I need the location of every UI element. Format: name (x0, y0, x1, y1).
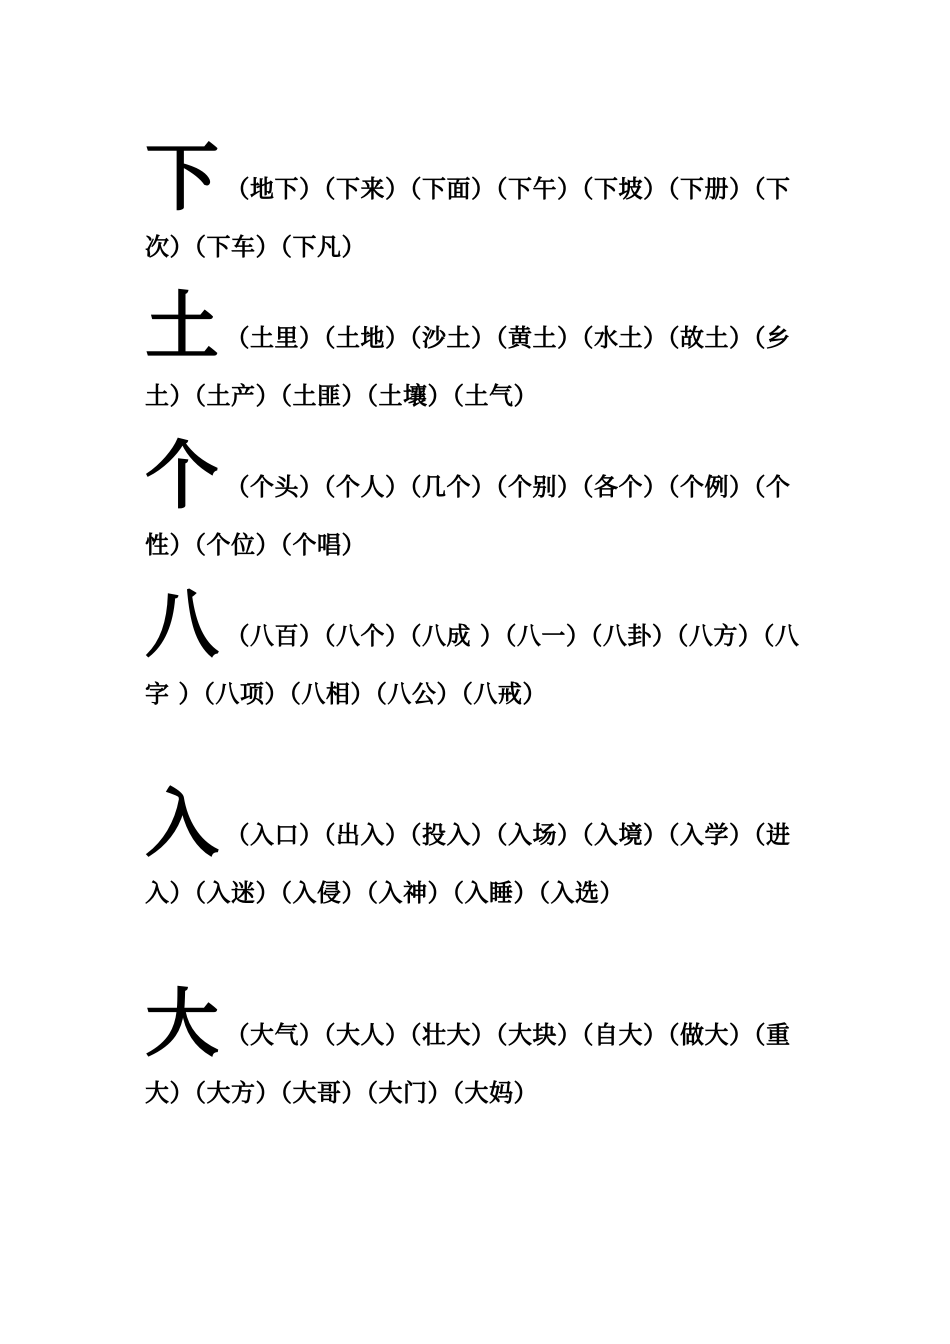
word-list: （入口）（出入）（投入）（入场）（入境）（入学）（进入）（入迷）（入侵）（入神）（入睡）（入选） (145, 821, 791, 907)
character-entry (145, 433, 810, 574)
entry-line (145, 135, 810, 276)
entry-line (145, 433, 810, 574)
headword: 个 (145, 433, 220, 519)
entry-line (145, 981, 810, 1122)
character-entry (145, 981, 810, 1122)
character-entry (145, 781, 810, 922)
character-entry (145, 582, 810, 723)
word-list: （地下）（下来）（下面）（下午）（下坡）（下册）（下次）（下车）（下凡） (145, 175, 791, 261)
headword: 土 (145, 284, 220, 370)
headword: 八 (145, 582, 220, 668)
word-list: （个头）（个人）（几个）（个别）（各个）（个例）（个性）（个位）（个唱） (145, 473, 791, 559)
word-list: （八百）（八个）（八成 ）（八一）（八卦）（八方）（八字 ）（八项）（八相）（八公）（八戒） (145, 622, 800, 708)
headword: 下 (145, 135, 220, 221)
headword: 大 (145, 981, 220, 1067)
entry-line (145, 582, 810, 723)
entry-line (145, 781, 810, 922)
entry-line (145, 284, 810, 425)
character-entry (145, 135, 810, 276)
headword: 入 (145, 781, 220, 867)
word-list: （土里）（土地）（沙土）（黄土）（水土）（故土）（乡土）（土产）（土匪）（土壤）（土气） (145, 324, 791, 410)
character-entry (145, 284, 810, 425)
word-list: （大气）（大人）（壮大）（大块）（自大）（做大）（重大）（大方）（大哥）（大门）（大妈） (145, 1021, 791, 1107)
